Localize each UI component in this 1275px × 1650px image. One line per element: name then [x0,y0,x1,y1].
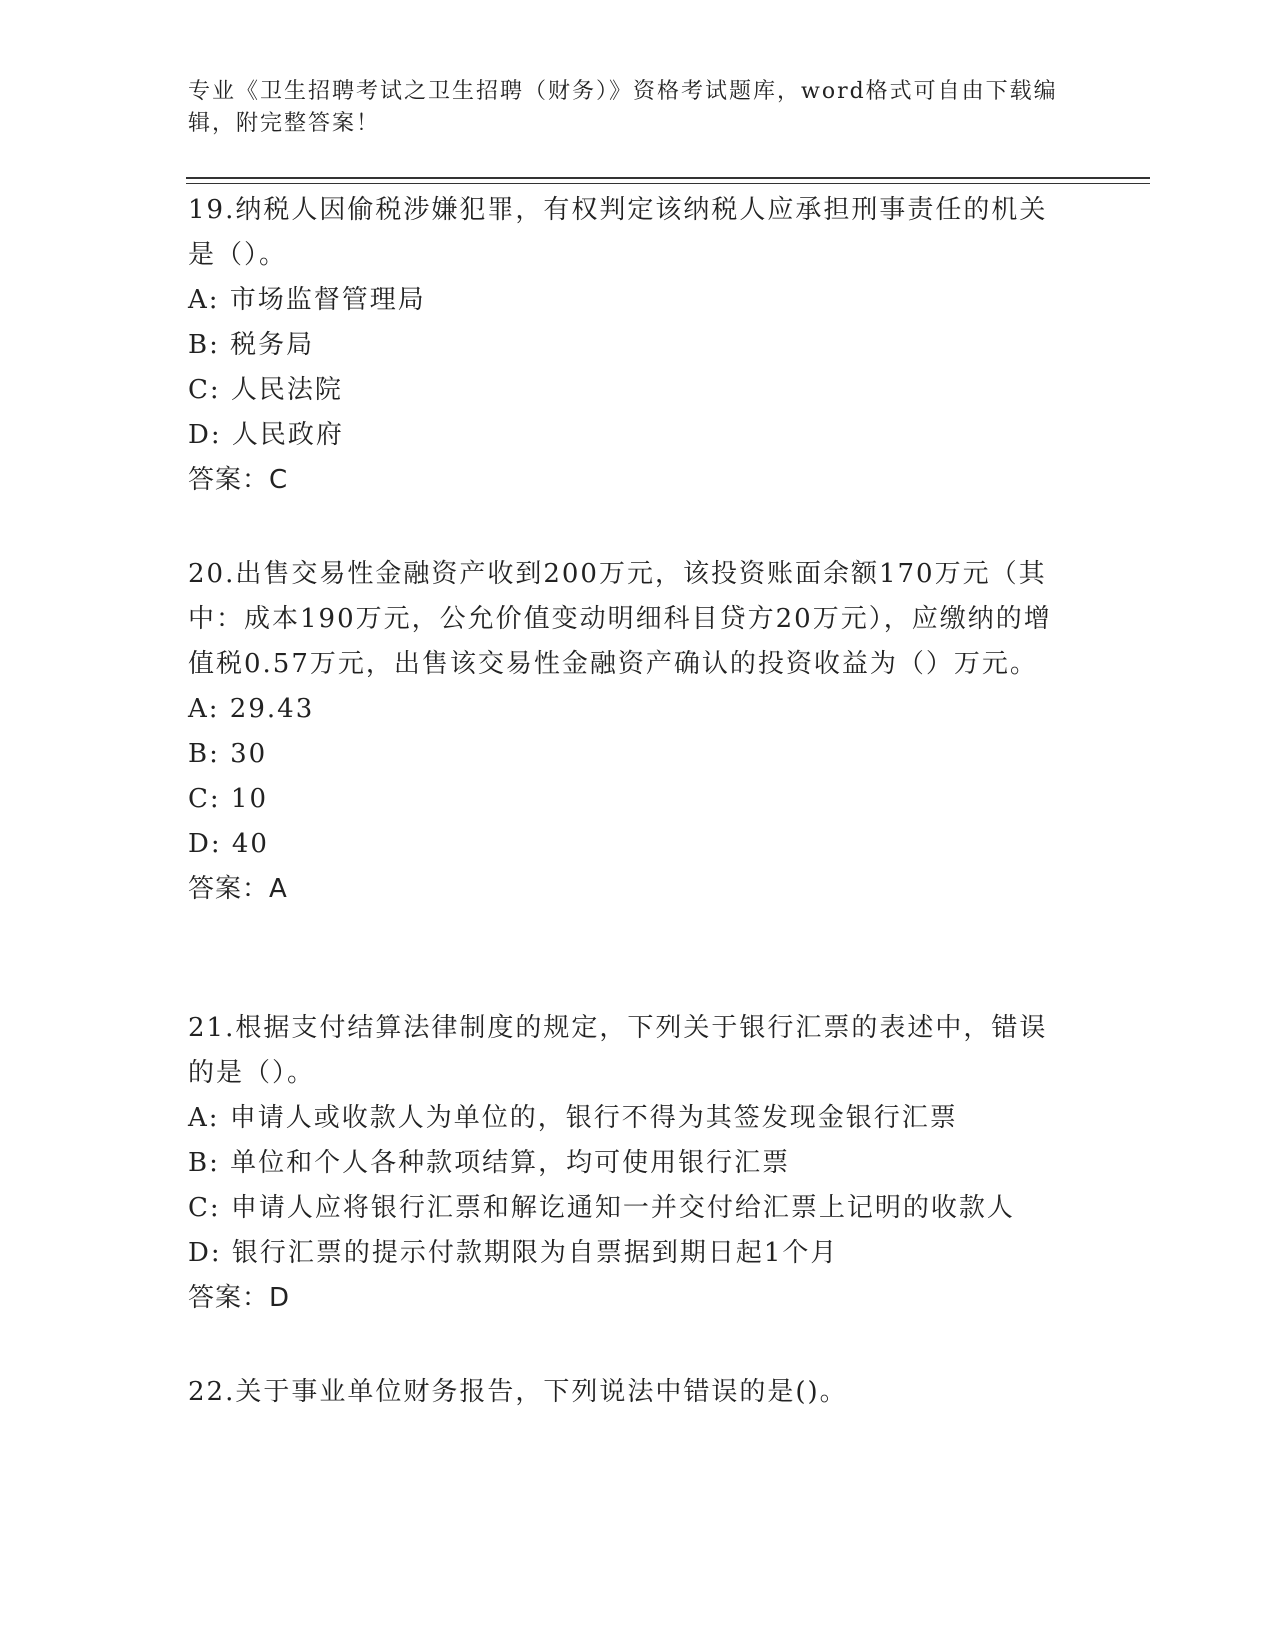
option-c: C: 申请人应将银行汇票和解讫通知一并交付给汇票上记明的收款人 [188,1193,1015,1223]
answer: 答案：C [188,465,289,495]
question-20 [188,552,1068,912]
question-19 [188,188,1068,503]
option-d: D: 40 [188,829,269,859]
header-divider-thick [186,177,1150,179]
option-b: B: 30 [188,739,268,769]
question-21 [188,1006,1068,1321]
option-d: D: 人民政府 [188,420,344,450]
option-b: B: 单位和个人各种款项结算，均可使用银行汇票 [188,1148,791,1178]
option-a: A: 市场监督管理局 [188,285,426,315]
option-c: C: 10 [188,784,269,814]
question-stem: 22.关于事业单位财务报告，下列说法中错误的是()。 [188,1377,848,1407]
question-stem: 19.纳税人因偷税涉嫌犯罪，有权判定该纳税人应承担刑事责任的机关是（）。 [188,195,1048,270]
question-stem: 21.根据支付结算法律制度的规定，下列关于银行汇票的表述中，错误的是（）。 [188,1013,1048,1088]
header-divider-thin [186,183,1150,184]
option-c: C: 人民法院 [188,375,343,405]
question-stem: 20.出售交易性金融资产收到200万元，该投资账面余额170万元（其中：成本190万元，公允价值变动明细科目贷方20万元），应缴纳的增值税0.57万元，出售该交易性金融资产确认的投资收益为（）万元。 [188,559,1052,679]
option-d: D: 银行汇票的提示付款期限为自票据到期日起1个月 [188,1238,839,1268]
option-a: A: 申请人或收款人为单位的，银行不得为其签发现金银行汇票 [188,1103,958,1133]
question-22 [188,1370,1068,1415]
answer: 答案：D [188,1283,291,1313]
option-b: B: 税务局 [188,330,315,360]
document-header: 专业《卫生招聘考试之卫生招聘（财务）》资格考试题库，word格式可自由下载编辑，附完整答案！ [188,79,1058,136]
option-a: A: 29.43 [188,694,315,724]
answer: 答案：A [188,874,288,904]
